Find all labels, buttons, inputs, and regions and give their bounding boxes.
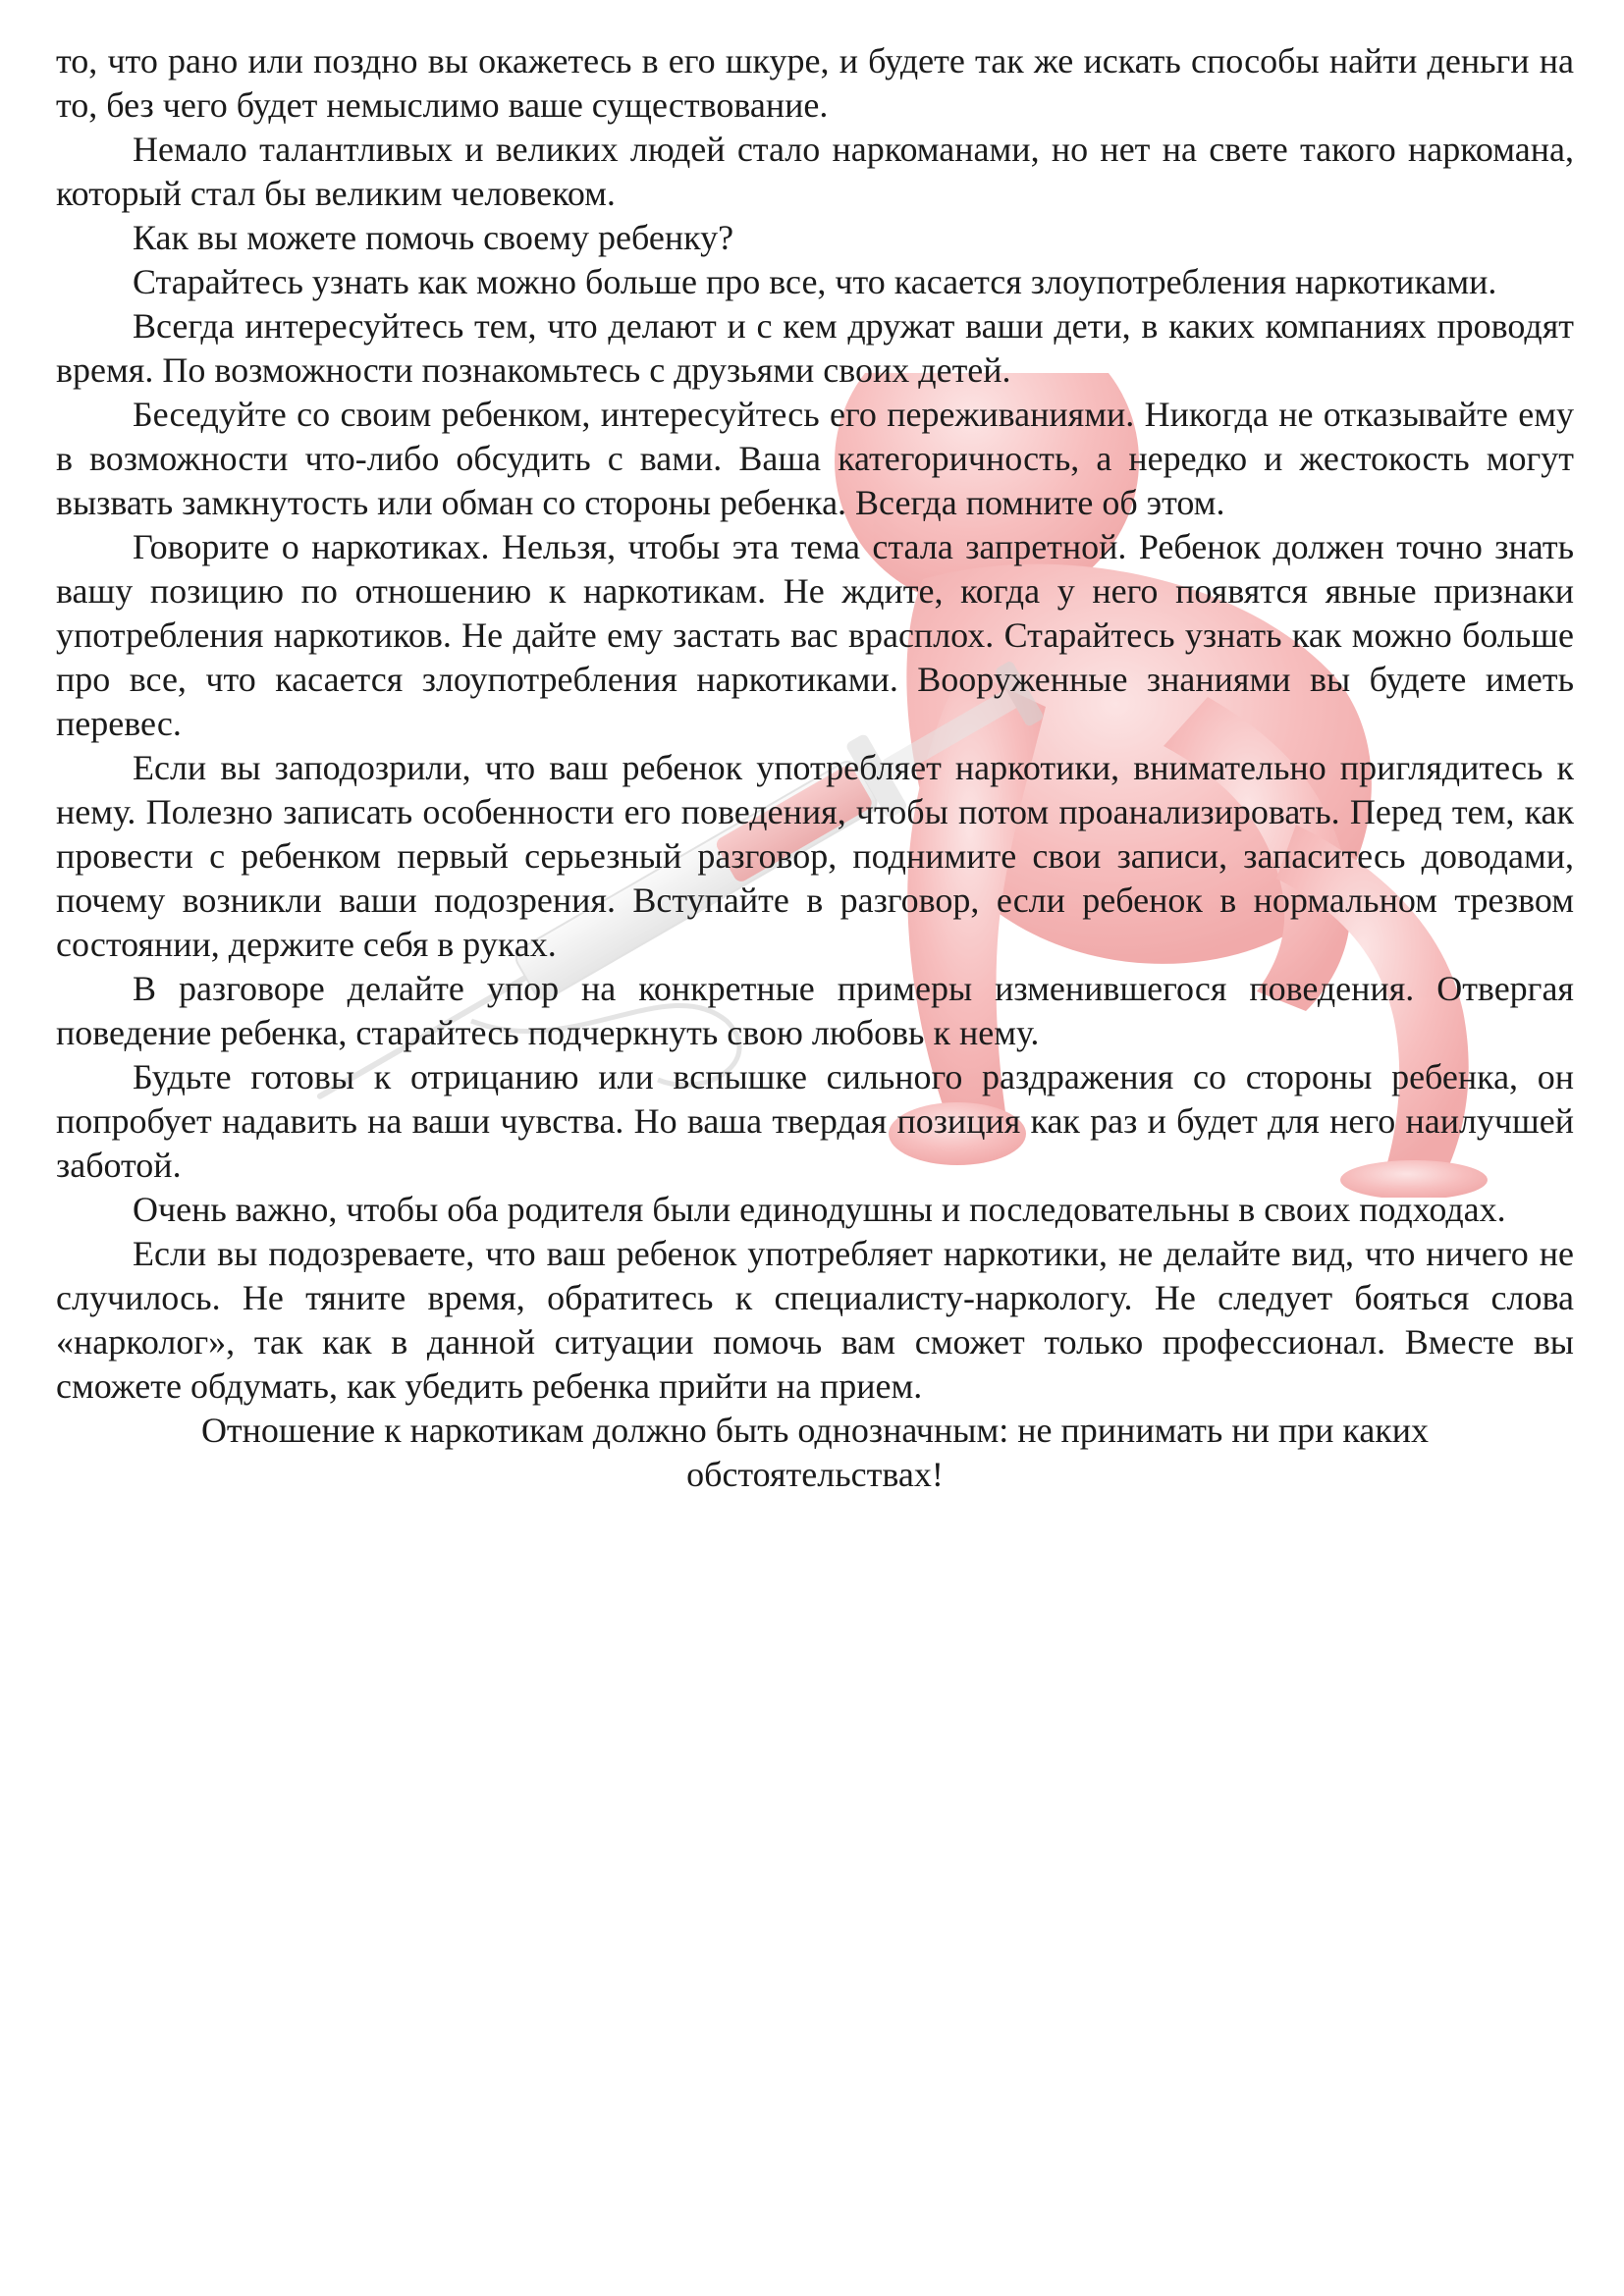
closing-statement: Отношение к наркотикам должно быть однозначным: не принимать ни при каких обстоятельствах! bbox=[200, 1411, 1430, 1494]
paragraph: Старайтесь узнать как можно больше про все, что касается злоупотребления наркотиками. bbox=[133, 262, 1497, 301]
paragraph: Говорите о наркотиках. Нельзя, чтобы эта тема стала запретной. Ребенок должен точно знать вашу позицию по отношению к наркотикам. Не ждите, когда у него появятся явные признаки употребления наркотиков. Не дайте ему застать вас врасплох. Старайтесь узнать как можно больше про все, что касается злоупотребления наркотиками. Вооруженные знаниями вы будете иметь перевес. bbox=[56, 527, 1574, 743]
paragraph: Всегда интересуйтесь тем, что делают и с кем дружат ваши дети, в каких компаниях проводят время. По возможности познакомьтесь с друзьями своих детей. bbox=[56, 306, 1574, 390]
paragraph: Беседуйте со своим ребенком, интересуйтесь его переживаниями. Никогда не отказывайте ему в возможности что-либо обсудить с вами. Ваша категоричность, а нередко и жестокость могут вызвать замкнутость или обман со стороны ребенка. Всегда помните об этом. bbox=[56, 395, 1574, 522]
document-body bbox=[56, 39, 1574, 1497]
paragraph-question: Как вы можете помочь своему ребенку? bbox=[133, 218, 734, 257]
paragraph: Если вы подозреваете, что ваш ребенок употребляет наркотики, не делайте вид, что ничего не случилось. Не тяните время, обратитесь к специалисту-наркологу. Не следует бояться слова «нарколог», так как в данной ситуации помочь вам сможет только профессионал. Вместе вы сможете обдумать, как убедить ребенка прийти на прием. bbox=[56, 1234, 1574, 1406]
paragraph: Если вы заподозрили, что ваш ребенок употребляет наркотики, внимательно приглядитесь к нему. Полезно записать особенности его поведения, чтобы потом проанализировать. Перед тем, как провести с ребенком первый серьезный разговор, поднимите свои записи, запаситесь доводами, почему возникли ваши подозрения. Вступайте в разговор, если ребенок в нормальном трезвом состоянии, держите себя в руках. bbox=[56, 748, 1574, 964]
paragraph: Очень важно, чтобы оба родителя были единодушны и последовательны в своих подходах. bbox=[133, 1190, 1506, 1229]
paragraph: В разговоре делайте упор на конкретные примеры изменившегося поведения. Отвергая поведение ребенка, старайтесь подчеркнуть свою любовь к нему. bbox=[56, 969, 1574, 1052]
paragraph: Будьте готовы к отрицанию или вспышке сильного раздражения со стороны ребенка, он попробует надавить на ваши чувства. Но ваша твердая позиция как раз и будет для него наилучшей заботой. bbox=[56, 1057, 1574, 1185]
paragraph: Немало талантливых и великих людей стало наркоманами, но нет на свете такого наркомана, который стал бы великим человеком. bbox=[56, 130, 1574, 213]
paragraph-continuation: то, что рано или поздно вы окажетесь в его шкуре, и будете так же искать способы найти деньги на то, без чего будет немыслимо ваше существование. bbox=[56, 41, 1574, 125]
